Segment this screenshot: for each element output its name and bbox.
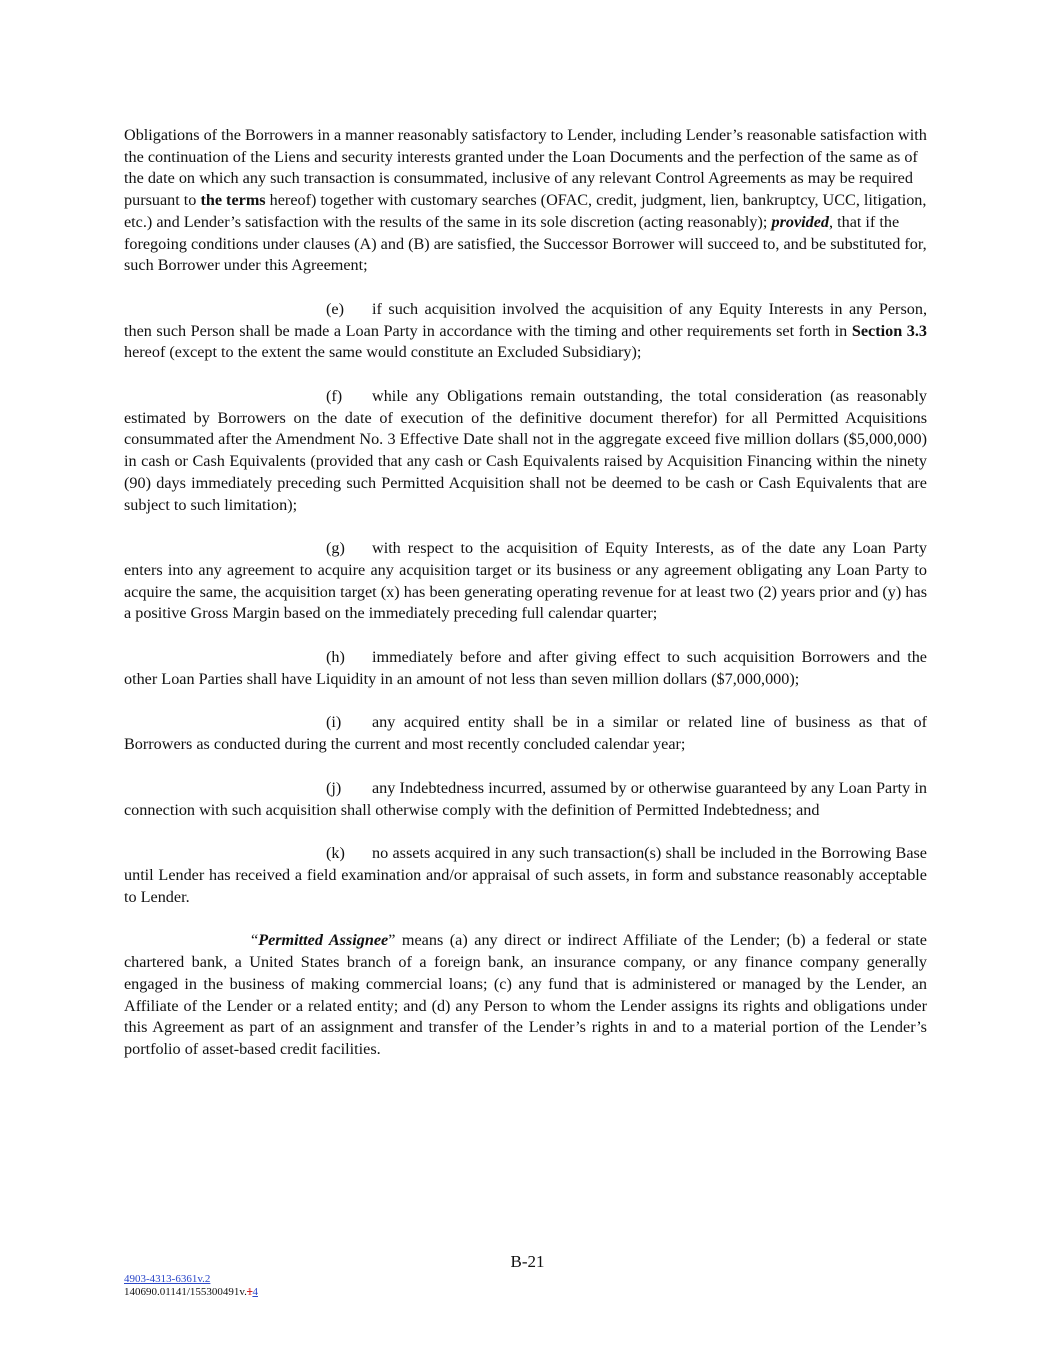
clause-f — [124, 386, 927, 516]
footer-inserted-revision: 4 — [252, 1286, 258, 1298]
clause-f-text: while any Obligations remain outstanding, the total consideration (as reasonably estimated by Borrowers on the date of execution of the definitive document therefor) for all Permitted Acquisitions consummated after the Amendment No. 3 Effective Date shall not in the aggregate exceed five million dollars ($5,000,000) in cash or Cash Equivalents (provided that any cash or Cash Equivalents raised by Acquisition Financing within the ninety (90) days immediately preceding such Permitted Acquisition shall not be deemed to be cash or Cash Equivalents that are subject to such limitation); — [124, 387, 927, 514]
clause-j-label: (j) — [326, 778, 342, 797]
page-number: B-21 — [510, 1252, 545, 1271]
clause-f-label: (f) — [326, 387, 343, 406]
clause-g-label: (g) — [326, 539, 345, 558]
paragraph-intro — [124, 125, 927, 277]
clause-e-label: (e) — [326, 299, 344, 318]
clause-g-text: with respect to the acquisition of Equity Interests, as of the date any Loan Party enters into any agreement to acquire any acquisition target or its business or any agreement obligating any Loan Party to acquire the same, the acquisition target (x) has been generating operating revenue for at least two (2) years prior and (y) has a positive Gross Margin based on the immediately preceding full calendar quarter; — [124, 539, 927, 623]
clause-i-text: any acquired entity shall be in a similar or related line of business as that of Borrowers as conducted during the current and most recently concluded calendar year; — [124, 713, 927, 754]
clause-e-text-1: if such acquisition involved the acquisition of any Equity Interests in any Person, then such Person shall be made a Loan Party in accordance with the timing and other requirements set forth in — [124, 299, 927, 340]
intro-bold-terms: the terms — [200, 191, 266, 210]
clause-i-label: (i) — [326, 713, 342, 732]
clause-j-text: any Indebtedness incurred, assumed by or otherwise guaranteed by any Loan Party in connection with such acquisition shall otherwise comply with the definition of Permitted Indebtedness; and — [124, 778, 927, 819]
def-open-quote: “ — [251, 931, 259, 950]
clause-h-text: immediately before and after giving effect to such acquisition Borrowers and the other Loan Parties shall have Liquidity in an amount of not less than seven million dollars ($7,000,000); — [124, 648, 927, 688]
intro-text-3: , that if the foregoing conditions under clauses (A) and (B) are satisfied, the Successor Borrower will succeed to, and be substituted for, such Borrower under this Agreement; — [124, 212, 927, 275]
clause-h-label: (h) — [326, 648, 345, 667]
def-text: means (a) any direct or indirect Affiliate of the Lender; (b) a federal or state chartered bank, a United States branch of a foreign bank, an insurance company, or any finance company generally engaged in the business of making commercial loans; (c) any fund that is administered or managed by the Lender, an Affiliate of the Lender or a related entity; and (d) any Person to whom the Lender assigns its rights and obligations under this Agreement as part of an assignment and transfer of the Lender’s rights in and to a material portion of the Lender’s portfolio of asset-based credit facilities. — [124, 931, 927, 1058]
clause-e — [124, 299, 927, 364]
clause-h — [124, 647, 927, 690]
clause-k-label: (k) — [326, 844, 345, 863]
definition-permitted-assignee — [124, 930, 927, 1060]
footer-deleted-revision: 1 — [246, 1286, 253, 1298]
intro-text-1: Obligations of the Borrowers in a manner reasonably satisfactory to Lender, including Lender’s reasonable satisfaction with the continuation of the Liens and security interests granted under the Loan Documents and the perfection of the same as of the date on which any such transaction is consummated, inclusive of any relevant Control Agreements as may be required pursuant to — [124, 126, 927, 210]
intro-text-2: hereof) together with customary searches (OFAC, credit, judgment, lien, bankruptcy, UCC, litigation, etc.) and Lender’s satisfaction with the results of the same in its sole discretion (acting reasonably); — [124, 191, 927, 231]
clause-k-text: no assets acquired in any such transaction(s) shall be included in the Borrowing Base until Lender has received a field examination and/or appraisal of such assets, in form and substance reasonably acceptable to Lender. — [124, 844, 927, 906]
def-term: Permitted Assignee — [258, 931, 389, 950]
footer-doc-id-link[interactable]: 4903-4313-6361v.2 — [124, 1273, 211, 1285]
clause-k — [124, 843, 927, 908]
document-footer — [124, 1273, 258, 1299]
clause-e-text-2: hereof (except to the extent the same would constitute an Excluded Subsidiary); — [124, 343, 642, 362]
footer-doc-id: 140690.01141/155300491v. — [124, 1286, 247, 1298]
clause-e-section-ref: Section 3.3 — [851, 321, 928, 340]
def-close-quote: ” — [388, 931, 396, 950]
clause-j — [124, 778, 927, 821]
clause-i — [124, 712, 927, 755]
clause-g — [124, 538, 927, 625]
intro-provided: provided — [771, 212, 830, 231]
document-body — [124, 125, 927, 1083]
